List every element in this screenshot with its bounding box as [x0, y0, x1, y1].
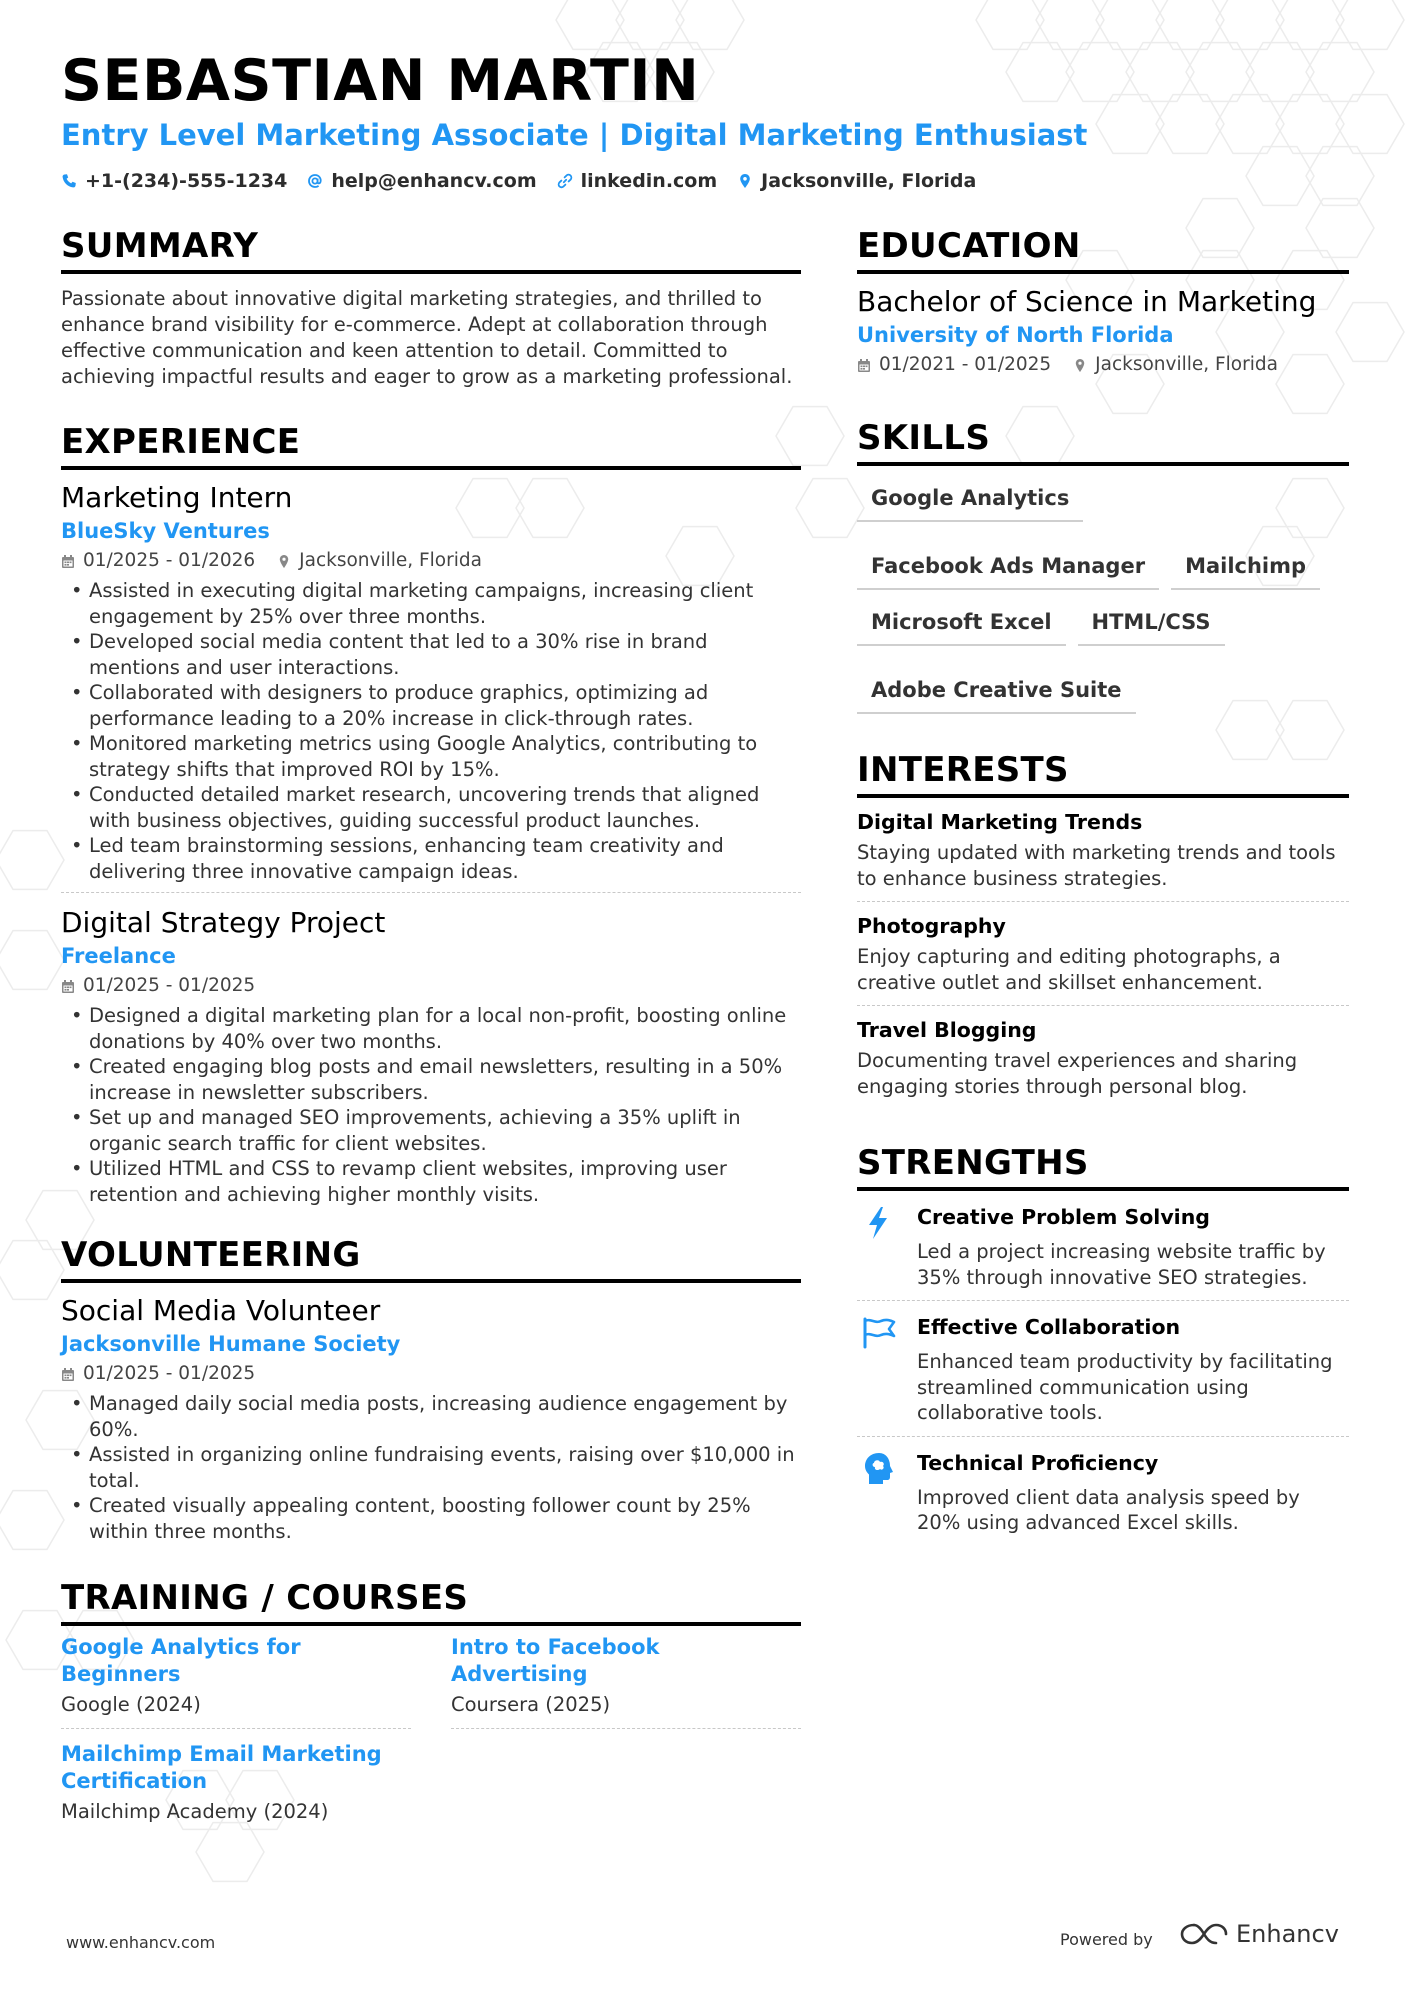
training-heading: TRAINING / COURSES	[61, 1578, 801, 1626]
volunteering-dates	[61, 1359, 255, 1389]
strength-icon-wrap	[857, 1203, 901, 1290]
contact-location-text: Jacksonville, Florida	[761, 170, 977, 192]
interest-title: Photography	[857, 914, 1006, 938]
course-title: Mailchimp Email Marketing Certification	[61, 1742, 382, 1793]
experience-bullets	[61, 578, 801, 884]
footer-website[interactable]: www.enhancv.com	[66, 1933, 216, 1952]
flag-icon	[861, 1315, 897, 1351]
course-item	[61, 1634, 411, 1729]
experience-dates	[61, 546, 255, 576]
education-degree: Bachelor of Science in Marketing	[857, 285, 1317, 318]
contact-email-text: help@enhancv.com	[331, 170, 537, 192]
course-item	[61, 1741, 411, 1835]
lightning-icon	[861, 1205, 897, 1241]
phone-icon	[61, 173, 77, 189]
experience-company: BlueSky Ventures	[61, 519, 270, 543]
experience-dates-text: 01/2025 - 01/2025	[83, 975, 256, 996]
course-provider: Mailchimp Academy (2024)	[61, 1800, 329, 1823]
strength-description: Led a project increasing website traffic by 35% through innovative SEO strategies.	[917, 1240, 1326, 1289]
skill-tag: Microsoft Excel	[857, 602, 1066, 646]
left-column	[61, 226, 801, 1879]
volunteering-bullets	[61, 1391, 801, 1544]
calendar-icon	[61, 554, 75, 569]
education-dates-text: 01/2021 - 01/2025	[879, 354, 1052, 375]
interests-section	[857, 750, 1349, 1109]
strength-item	[857, 1301, 1349, 1437]
candidate-headline: Entry Level Marketing Associate | Digital Marketing Enthusiast	[61, 118, 1088, 152]
link-icon	[557, 173, 573, 189]
interest-item	[857, 902, 1349, 1006]
experience-role: Digital Strategy Project	[61, 906, 386, 939]
strength-item	[857, 1191, 1349, 1301]
course-item	[451, 1634, 801, 1729]
strength-description: Enhanced team productivity by facilitating streamlined communication using collaborative tools.	[917, 1350, 1333, 1424]
contact-location	[737, 170, 976, 192]
interest-item	[857, 1006, 1349, 1109]
strength-body	[917, 1203, 1349, 1290]
list-item: • Created visually appealing content, boosting follower count by 25% within three months.	[61, 1493, 801, 1544]
experience-dates-text: 01/2025 - 01/2026	[83, 550, 256, 571]
strength-icon-wrap	[857, 1449, 901, 1536]
education-dates	[857, 350, 1051, 380]
experience-location	[277, 546, 482, 576]
interest-title: Digital Marketing Trends	[857, 810, 1143, 834]
skill-tag: Google Analytics	[857, 478, 1083, 522]
contact-linkedin[interactable]	[557, 170, 718, 192]
list-item: • Managed daily social media posts, increasing audience engagement by 60%.	[61, 1391, 801, 1442]
course-title: Google Analytics for Beginners	[61, 1635, 301, 1686]
contact-bar	[61, 170, 976, 192]
experience-dates	[61, 971, 255, 1001]
summary-heading: SUMMARY	[61, 226, 801, 274]
calendar-icon	[857, 358, 871, 373]
course-provider: Google (2024)	[61, 1693, 201, 1716]
volunteering-heading: VOLUNTEERING	[61, 1235, 801, 1283]
volunteering-section	[61, 1235, 801, 1544]
strengths-heading: STRENGTHS	[857, 1143, 1349, 1191]
experience-company: Freelance	[61, 944, 176, 968]
strengths-section	[857, 1143, 1349, 1546]
footer-brand-name: Enhancv	[1236, 1920, 1339, 1948]
strength-title: Effective Collaboration	[917, 1315, 1181, 1339]
calendar-icon	[61, 979, 75, 994]
location-icon	[737, 173, 753, 189]
strength-title: Technical Proficiency	[917, 1450, 1159, 1475]
courses-grid	[61, 1634, 801, 1847]
education-location-text: Jacksonville, Florida	[1095, 354, 1278, 375]
interests-heading: INTERESTS	[857, 750, 1349, 798]
experience-meta	[61, 546, 801, 576]
skills-section	[857, 418, 1349, 714]
volunteering-entry	[61, 1283, 801, 1544]
experience-bullets	[61, 1003, 801, 1207]
skill-tag: Adobe Creative Suite	[857, 670, 1136, 714]
list-item: • Monitored marketing metrics using Google Analytics, contributing to strategy shifts that improved ROI by 15%.	[61, 731, 801, 782]
experience-entry	[61, 470, 801, 893]
at-icon	[307, 173, 323, 189]
volunteering-meta	[61, 1359, 801, 1389]
list-item: • Led team brainstorming sessions, enhancing team creativity and delivering three innovative campaign ideas.	[61, 833, 801, 884]
skill-tag: Mailchimp	[1171, 546, 1320, 590]
location-icon	[277, 554, 291, 569]
list-item: • Utilized HTML and CSS to revamp client websites, improving user retention and achieving higher monthly visits.	[61, 1156, 801, 1207]
education-heading: EDUCATION	[857, 226, 1349, 274]
footer-brand[interactable]	[1180, 1920, 1339, 1948]
contact-email[interactable]	[307, 170, 536, 192]
interest-title: Travel Blogging	[857, 1018, 1037, 1042]
brain-head-icon	[861, 1451, 897, 1487]
education-section	[857, 226, 1349, 380]
experience-meta	[61, 971, 801, 1001]
strength-description: Improved client data analysis speed by 20% using advanced Excel skills.	[917, 1485, 1300, 1534]
summary-text: Passionate about innovative digital marketing strategies, and thrilled to enhance brand visibility for e-commerce. Adept at collaboration through effective communication and keen attention to detail. Committed to achieving impactful results and eager to grow as a marketing professional.	[61, 287, 793, 388]
strength-title: Creative Problem Solving	[917, 1205, 1210, 1229]
course-provider: Coursera (2025)	[451, 1693, 611, 1716]
list-item: • Assisted in organizing online fundraising events, raising over $10,000 in total.	[61, 1442, 801, 1493]
right-column	[857, 226, 1349, 1578]
summary-section	[61, 226, 801, 390]
contact-linkedin-text: linkedin.com	[580, 170, 718, 192]
interest-description: Enjoy capturing and editing photographs, a creative outlet and skillset enhancement.	[857, 945, 1281, 994]
skill-tag: Facebook Ads Manager	[857, 546, 1159, 590]
strength-body	[917, 1449, 1349, 1536]
volunteering-org: Jacksonville Humane Society	[61, 1332, 401, 1356]
experience-entry	[61, 895, 801, 1207]
education-location	[1073, 350, 1278, 380]
skill-tag: HTML/CSS	[1078, 602, 1225, 646]
strength-icon-wrap	[857, 1313, 901, 1426]
volunteering-dates-text: 01/2025 - 01/2025	[83, 1363, 256, 1384]
candidate-name: SEBASTIAN MARTIN	[61, 48, 700, 114]
experience-section	[61, 422, 801, 1207]
interest-description: Documenting travel experiences and sharing engaging stories through personal blog.	[857, 1049, 1298, 1098]
list-item: • Created engaging blog posts and email newsletters, resulting in a 50% increase in newsletter subscribers.	[61, 1054, 801, 1105]
contact-phone-text: +1-(234)-555-1234	[85, 170, 288, 192]
interest-item	[857, 798, 1349, 902]
education-meta	[857, 350, 1349, 380]
course-title: Intro to Facebook Advertising	[451, 1635, 660, 1686]
footer-powered-by: Powered by	[1060, 1930, 1153, 1949]
location-icon	[1073, 358, 1087, 373]
skills-list	[857, 478, 1349, 714]
education-school: University of North Florida	[857, 323, 1174, 347]
strength-item	[857, 1437, 1349, 1546]
enhancv-logo-icon	[1180, 1921, 1228, 1947]
calendar-icon	[61, 1367, 75, 1382]
experience-location-text: Jacksonville, Florida	[299, 550, 482, 571]
list-item: • Developed social media content that led to a 30% rise in brand mentions and user interactions.	[61, 629, 801, 680]
experience-heading: EXPERIENCE	[61, 422, 801, 470]
strength-body	[917, 1313, 1349, 1426]
list-item: • Assisted in executing digital marketing campaigns, increasing client engagement by 25% over three months.	[61, 578, 801, 629]
list-item: • Collaborated with designers to produce graphics, optimizing ad performance leading to a 20% increase in click-through rates.	[61, 680, 801, 731]
interest-description: Staying updated with marketing trends and tools to enhance business strategies.	[857, 841, 1336, 890]
list-item: • Conducted detailed market research, uncovering trends that aligned with business objectives, guiding successful product launches.	[61, 782, 801, 833]
skills-heading: SKILLS	[857, 418, 1349, 466]
experience-role: Marketing Intern	[61, 481, 293, 514]
training-section	[61, 1578, 801, 1847]
list-item: • Set up and managed SEO improvements, achieving a 35% uplift in organic search traffic for client websites.	[61, 1105, 801, 1156]
volunteering-role: Social Media Volunteer	[61, 1294, 381, 1327]
contact-phone[interactable]	[61, 170, 287, 192]
list-item: • Designed a digital marketing plan for a local non-profit, boosting online donations by 40% over two months.	[61, 1003, 801, 1054]
